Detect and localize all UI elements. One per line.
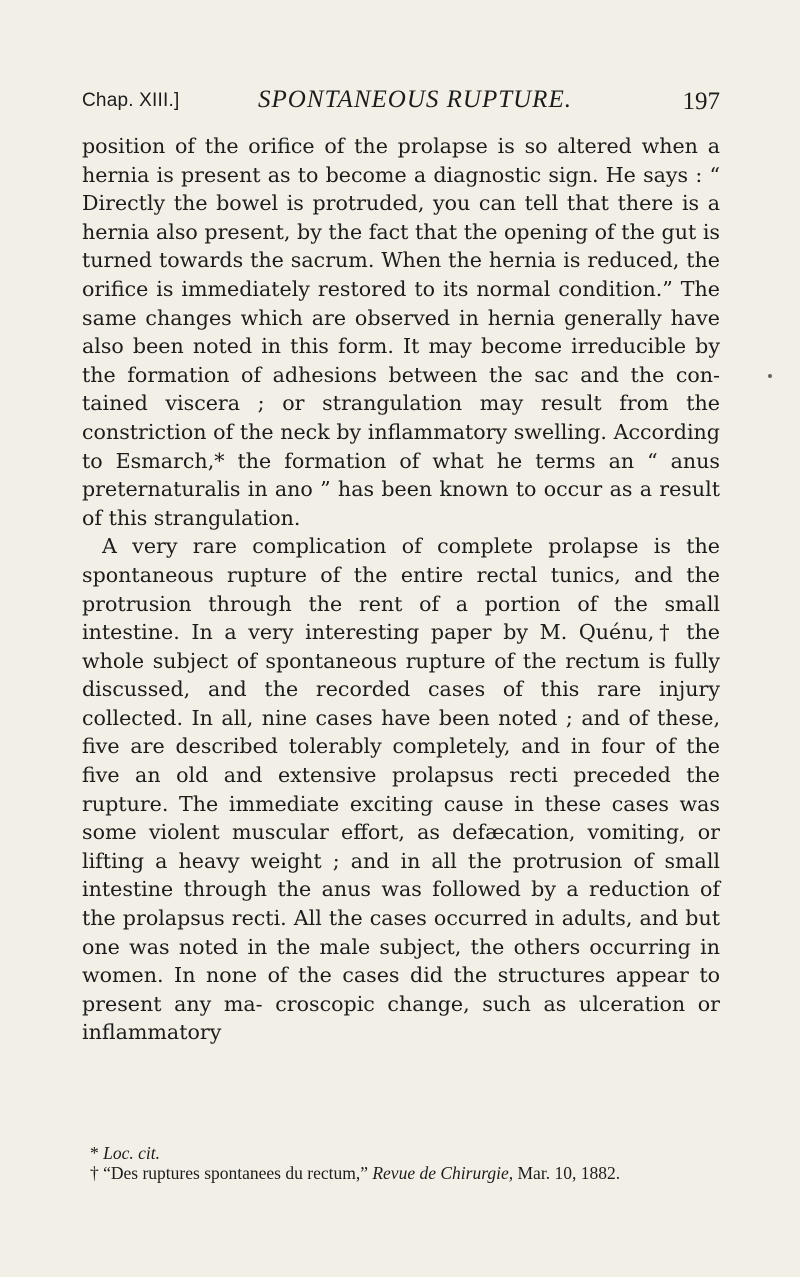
- margin-speck: [768, 374, 772, 378]
- body-text: [82, 132, 720, 1047]
- footnote-1-text: Loc. cit.: [103, 1143, 160, 1163]
- footnote-2-mark: †: [90, 1163, 99, 1183]
- chapter-label: Chap. XIII.]: [82, 90, 180, 111]
- page-number: 197: [682, 88, 720, 115]
- paragraph-1: position of the orifice of the prolapse is so altered when a hernia is present as to become a diagnostic sign. He says : “ Directly the bowel is protruded, you can tell that there is a hernia also present, by the fact that the opening of the gut is turned towards the sacrum. When the hernia is reduced, the orifice is immediately restored to its normal condition.” The same changes which are observed in hernia generally have also been noted in this form. It may become irreducible by the formation of adhesions between the sac and the con- tained viscera ; or strangulation may result from the constriction of the neck by inflammatory swelling. According to Esmarch,* the formation of what he terms an “ anus preternaturalis in ano ” has been known to occur as a result of this strangulation.: [82, 134, 720, 530]
- footnote-1-mark: *: [90, 1143, 99, 1163]
- footnotes: [82, 1143, 720, 1183]
- footnote-2: [82, 1163, 720, 1183]
- footnote-2-date: Mar. 10, 1882.: [517, 1163, 621, 1183]
- footnote-2-journal: Revue de Chirurgie,: [372, 1163, 514, 1183]
- footnote-2-quote: “Des ruptures spontanees du rectum,”: [103, 1163, 368, 1183]
- page-header: [82, 86, 720, 126]
- footnote-1: [82, 1143, 720, 1163]
- paragraph-2: A very rare complication of complete prolapse is the spontaneous rupture of the entire rectal tunics, and the protrusion through the rent of a portion of the small intestine. In a very interesting paper by M. Quénu,† the whole subject of spontaneous rupture of the rectum is fully discussed, and the recorded cases of this rare injury collected. In all, nine cases have been noted ; and of these, five are described tolerably completely, and in four of the five an old and extensive prolapsus recti preceded the rupture. The immediate exciting cause in these cases was some violent muscular effort, as defæcation, vomiting, or lifting a heavy weight ; and in all the protrusion of small intestine through the anus was followed by a reduction of the prolapsus recti. All the cases occurred in adults, and but one was noted in the male subject, the others occurring in women. In none of the cases did the structures appear to present any ma- croscopic change, such as ulceration or inflammatory: [82, 534, 720, 1045]
- running-title: SPONTANEOUS RUPTURE.: [258, 86, 572, 113]
